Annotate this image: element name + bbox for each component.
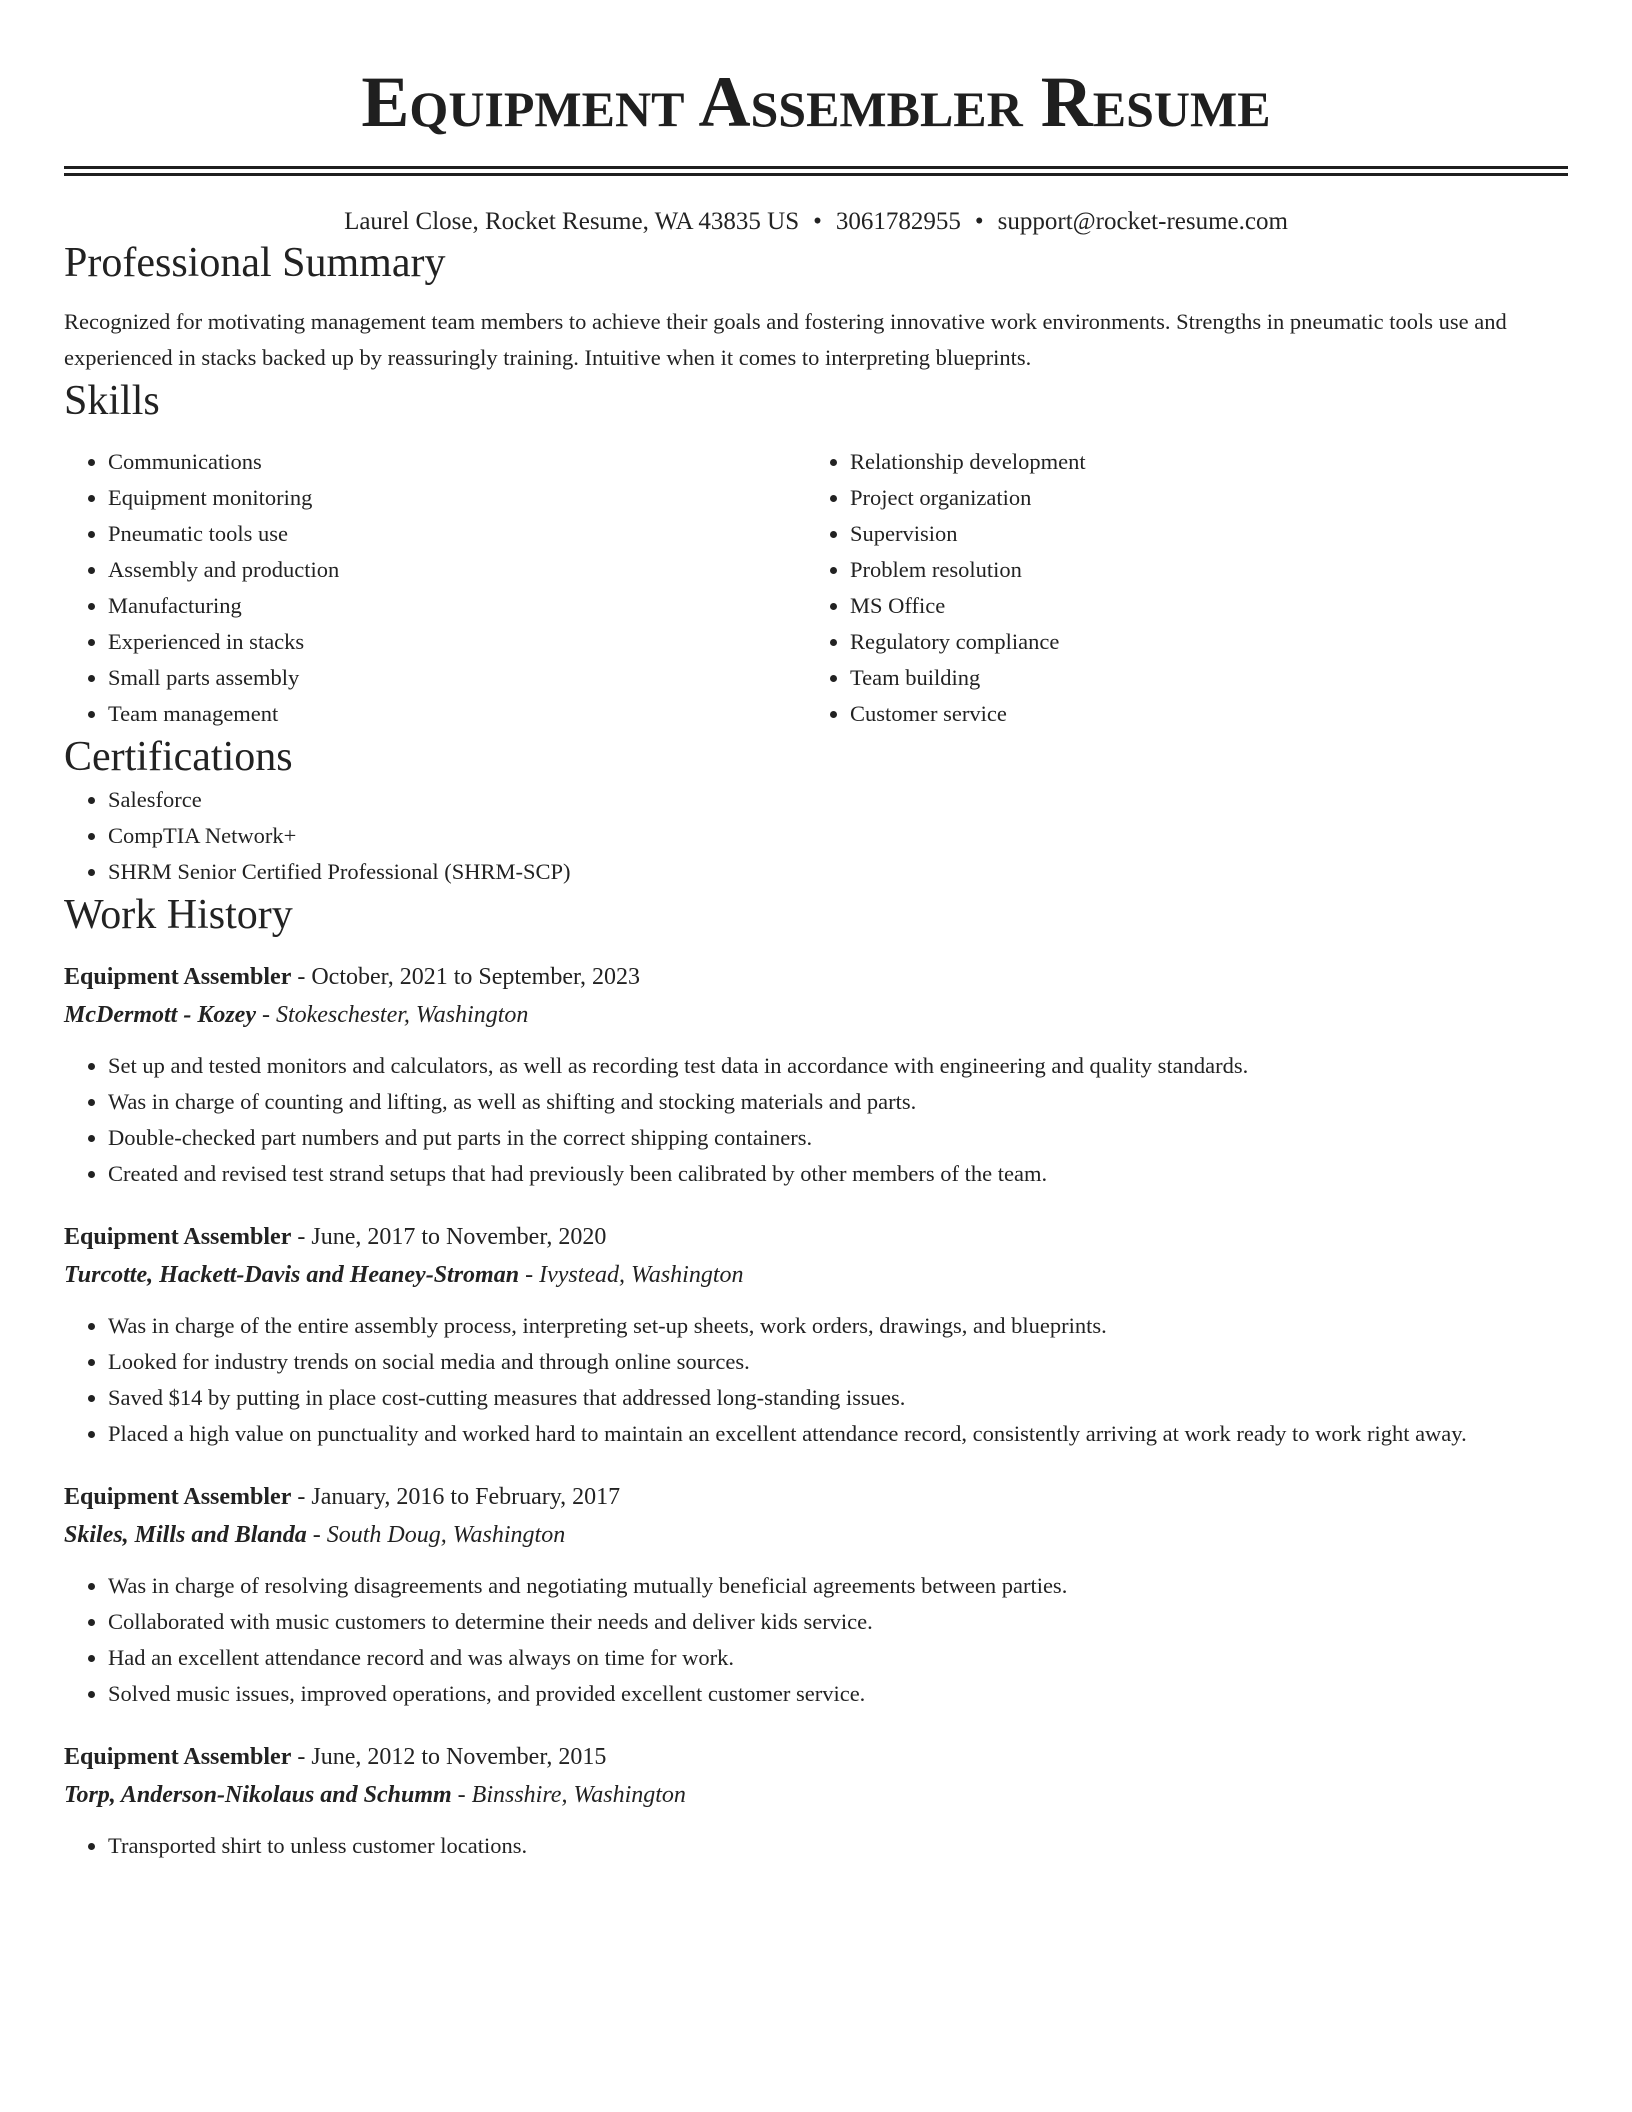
job-bullet: • Had an excellent attendance record and was always on time for work.	[108, 1640, 1568, 1676]
company-line	[64, 1516, 1568, 1554]
job-bullets	[64, 1308, 1568, 1452]
skill-item: • Manufacturing	[108, 588, 806, 624]
job-entry	[64, 1218, 1568, 1452]
job-bullet: • Was in charge of resolving disagreements and negotiating mutually beneficial agreements between parties.	[108, 1568, 1568, 1604]
certification-item: • CompTIA Network+	[108, 818, 1568, 854]
skill-item: • MS Office	[850, 588, 1548, 624]
job-dates: - October, 2021 to September, 2023	[291, 964, 641, 990]
skills-list-left	[64, 444, 806, 732]
job-bullet: • Collaborated with music customers to determine their needs and deliver kids service.	[108, 1604, 1568, 1640]
job-bullet: • Looked for industry trends on social media and through online sources.	[108, 1344, 1568, 1380]
contact-separator: •	[974, 208, 984, 235]
job-location: - Stokeschester, Washington	[255, 1002, 529, 1028]
work-history-heading: Work History	[64, 892, 293, 938]
work-history-list	[64, 958, 1568, 1864]
job-entry	[64, 958, 1568, 1192]
contact-separator: •	[813, 208, 822, 235]
job-title: Equipment Assembler	[64, 964, 292, 990]
job-bullet: • Solved music issues, improved operations, and provided excellent customer service.	[108, 1676, 1568, 1712]
skill-item: • Assembly and production	[108, 552, 806, 588]
job-title: Equipment Assembler	[64, 1484, 292, 1510]
company-line	[64, 1256, 1568, 1294]
job-bullet: • Set up and tested monitors and calculators, as well as recording test data in accordance with engineering and quality standards.	[108, 1048, 1568, 1084]
job-bullet: • Transported shirt to unless customer locations.	[108, 1828, 1568, 1864]
job-bullet: • Created and revised test strand setups that had previously been calibrated by other members of the team.	[108, 1156, 1568, 1192]
job-title: Equipment Assembler	[64, 1224, 292, 1250]
job-dates: - January, 2016 to February, 2017	[291, 1484, 621, 1510]
job-location: - Ivystead, Washington	[519, 1262, 744, 1288]
company-line	[64, 1776, 1568, 1814]
job-title-line	[64, 958, 1568, 996]
job-location: - Binsshire, Washington	[451, 1782, 686, 1808]
company-line	[64, 996, 1568, 1034]
job-title: Equipment Assembler	[64, 1744, 292, 1770]
job-entry	[64, 1738, 1568, 1864]
job-bullet: • Double-checked part numbers and put parts in the correct shipping containers.	[108, 1120, 1568, 1156]
job-dates: - June, 2012 to November, 2015	[291, 1744, 607, 1770]
company-name: McDermott - Kozey	[64, 1002, 256, 1028]
title-double-rule	[64, 166, 1568, 176]
skill-item: • Relationship development	[850, 444, 1548, 480]
certifications-heading: Certifications	[64, 734, 293, 780]
contact-address: Laurel Close, Rocket Resume, WA 43835 US	[344, 208, 800, 235]
company-name: Turcotte, Hackett-Davis and Heaney-Stroman	[64, 1262, 520, 1288]
company-name: Skiles, Mills and Blanda	[64, 1522, 307, 1548]
company-name: Torp, Anderson-Nikolaus and Schumm	[64, 1782, 452, 1808]
certification-item: • Salesforce	[108, 782, 1568, 818]
skill-item: • Small parts assembly	[108, 660, 806, 696]
certifications-list	[64, 782, 1568, 890]
skill-item: • Team management	[108, 696, 806, 732]
job-dates: - June, 2017 to November, 2020	[291, 1224, 607, 1250]
skill-item: • Regulatory compliance	[850, 624, 1548, 660]
skills-column-left	[64, 444, 806, 732]
skill-item: • Team building	[850, 660, 1548, 696]
job-title-line	[64, 1478, 1568, 1516]
skill-item: • Problem resolution	[850, 552, 1548, 588]
certification-item: • SHRM Senior Certified Professional (SHRM-SCP)	[108, 854, 1568, 890]
skill-item: • Communications	[108, 444, 806, 480]
job-bullet: • Was in charge of the entire assembly process, interpreting set-up sheets, work orders, drawings, and blueprints.	[108, 1308, 1568, 1344]
job-bullets	[64, 1828, 1568, 1864]
contact-phone: 3061782955	[835, 208, 961, 235]
job-title-line	[64, 1738, 1568, 1776]
job-bullets	[64, 1568, 1568, 1712]
job-location: - South Doug, Washington	[306, 1522, 566, 1548]
skill-item: • Customer service	[850, 696, 1548, 732]
job-bullet: • Placed a high value on punctuality and worked hard to maintain an excellent attendance record, consistently arriving at work ready to work right away.	[108, 1416, 1568, 1452]
summary-text: Recognized for motivating management team members to achieve their goals and fostering innovative work environments. Strengths in pneumatic tools use and experienced in stacks backed up by reassuringly training. Intuitive when it comes to interpreting blueprints.	[64, 309, 1507, 370]
job-entry	[64, 1478, 1568, 1712]
job-bullet: • Saved $14 by putting in place cost-cutting measures that addressed long-standing issues.	[108, 1380, 1568, 1416]
contact-line	[64, 206, 1568, 238]
contact-email: support@rocket-resume.com	[997, 208, 1288, 235]
skill-item: • Project organization	[850, 480, 1548, 516]
skills-heading: Skills	[64, 378, 160, 424]
skills-column-right	[806, 444, 1548, 732]
job-bullet: • Was in charge of counting and lifting, as well as shifting and stocking materials and parts.	[108, 1084, 1568, 1120]
skills-list-right	[806, 444, 1548, 732]
skill-item: • Equipment monitoring	[108, 480, 806, 516]
skill-item: • Experienced in stacks	[108, 624, 806, 660]
skills-grid	[64, 444, 1568, 732]
skill-item: • Pneumatic tools use	[108, 516, 806, 552]
skill-item: • Supervision	[850, 516, 1548, 552]
job-bullets	[64, 1048, 1568, 1192]
resume-title: Equipment Assembler Resume	[361, 62, 1271, 142]
job-title-line	[64, 1218, 1568, 1256]
summary-heading: Professional Summary	[64, 240, 446, 286]
